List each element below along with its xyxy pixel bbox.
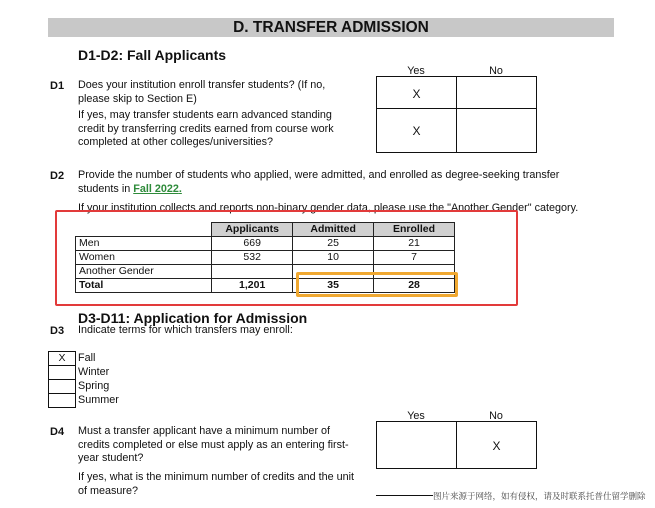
d2-term-suffix: . bbox=[178, 182, 182, 195]
watermark: 图片来源于网络，如有侵权，请及时联系托普仕留学删除 bbox=[433, 491, 646, 501]
d2-line2 bbox=[78, 183, 618, 197]
d2-id: D2 bbox=[50, 170, 65, 182]
d1-question-line1: Does your institution enroll transfer students? (If no, bbox=[78, 79, 326, 91]
table-header-enrolled: Enrolled bbox=[374, 223, 455, 237]
d1-id: D1 bbox=[50, 80, 65, 92]
term-summer-checkbox[interactable] bbox=[48, 393, 76, 408]
d1-sub-line3: completed at other colleges/universities? bbox=[78, 136, 274, 148]
d2-question bbox=[78, 169, 618, 196]
d1-yes-cell[interactable]: X bbox=[412, 87, 421, 101]
term-spring bbox=[48, 379, 119, 394]
table-header-applicants: Applicants bbox=[212, 223, 293, 237]
d1-subquestion bbox=[78, 109, 368, 150]
d1-d2-heading: D1-D2: Fall Applicants bbox=[78, 47, 227, 63]
d3-question: Indicate terms for which transfers may enroll: bbox=[78, 324, 293, 336]
term-spring-checkbox[interactable] bbox=[48, 379, 76, 394]
table-row bbox=[76, 251, 455, 265]
d1-sub-line1: If yes, may transfer students earn advanced standing bbox=[78, 109, 332, 121]
d1-question-line2: please skip to Section E) bbox=[78, 92, 197, 105]
d4-yes-header: Yes bbox=[407, 410, 425, 422]
term-summer bbox=[48, 393, 119, 408]
d1-sub-line2: credit by transferring credits earned from course work bbox=[78, 122, 334, 135]
d1-no-cell[interactable] bbox=[457, 77, 536, 108]
d4-line3: year student? bbox=[78, 452, 144, 464]
d4-sub-line2: of measure? bbox=[78, 484, 139, 497]
total-applicants[interactable]: 1,201 bbox=[212, 279, 293, 293]
term-winter-label: Winter bbox=[78, 365, 110, 378]
term-fall bbox=[48, 351, 119, 366]
total-enrolled[interactable]: 28 bbox=[374, 279, 455, 293]
women-applicants[interactable]: 532 bbox=[212, 251, 293, 265]
table-header-admitted: Admitted bbox=[293, 223, 374, 237]
row-label-total: Total bbox=[76, 279, 212, 293]
d4-line1: Must a transfer applicant have a minimum number of bbox=[78, 425, 331, 437]
d2-line1: Provide the number of students who applied, were admitted, and enrolled as degree-seeking transfer bbox=[78, 169, 560, 181]
term-winter bbox=[48, 365, 119, 380]
d2-line2-prefix: students in bbox=[78, 182, 134, 195]
row-label-men: Men bbox=[76, 237, 212, 251]
d3-terms bbox=[48, 351, 119, 408]
d3-d11-heading: D3-D11: Application for Admission bbox=[78, 310, 308, 326]
d4-sub-line1: If yes, what is the minimum number of credits and the unit bbox=[78, 471, 355, 483]
total-admitted[interactable]: 35 bbox=[293, 279, 374, 293]
d1-no-header: No bbox=[489, 65, 503, 77]
d1-sub-no-cell[interactable] bbox=[457, 109, 536, 152]
d2-term: Fall 2022 bbox=[133, 182, 179, 195]
row-label-women: Women bbox=[76, 251, 212, 265]
d3-id: D3 bbox=[50, 325, 65, 337]
section-title: D. TRANSFER ADMISSION bbox=[48, 18, 614, 37]
d1-sub-yes-cell[interactable]: X bbox=[412, 124, 421, 138]
men-applicants[interactable]: 669 bbox=[212, 237, 293, 251]
men-enrolled[interactable]: 21 bbox=[374, 237, 455, 251]
men-admitted[interactable]: 25 bbox=[293, 237, 374, 251]
another-gender-applicants[interactable] bbox=[212, 265, 293, 279]
d2-note: If your institution collects and reports non-binary gender data, please use the "Another Gender" category. bbox=[78, 202, 579, 214]
row-label-another-gender: Another Gender bbox=[76, 265, 212, 279]
d1-answer-grid bbox=[376, 76, 537, 153]
table-row bbox=[76, 237, 455, 251]
term-fall-checkbox[interactable]: X bbox=[48, 351, 76, 366]
table-header-blank bbox=[76, 223, 212, 237]
term-fall-label: Fall bbox=[78, 351, 96, 364]
d4-id: D4 bbox=[50, 426, 65, 438]
term-winter-checkbox[interactable] bbox=[48, 365, 76, 380]
d4-answer-line[interactable] bbox=[376, 495, 433, 496]
d4-yes-cell[interactable] bbox=[377, 422, 456, 468]
d4-question bbox=[78, 425, 373, 466]
d1-question bbox=[78, 79, 368, 106]
d4-no-cell[interactable]: X bbox=[492, 439, 501, 453]
highlight-box-orange bbox=[296, 272, 458, 297]
women-admitted[interactable]: 10 bbox=[293, 251, 374, 265]
women-enrolled[interactable]: 7 bbox=[374, 251, 455, 265]
d4-subquestion bbox=[78, 471, 378, 498]
d1-yes-header: Yes bbox=[407, 65, 425, 77]
d4-answer-grid bbox=[376, 421, 537, 469]
term-summer-label: Summer bbox=[78, 393, 119, 406]
table-header-row bbox=[76, 223, 455, 237]
d4-no-header: No bbox=[489, 410, 503, 422]
term-spring-label: Spring bbox=[78, 379, 110, 392]
d4-line2: credits completed or else must apply as an entering first- bbox=[78, 438, 349, 451]
